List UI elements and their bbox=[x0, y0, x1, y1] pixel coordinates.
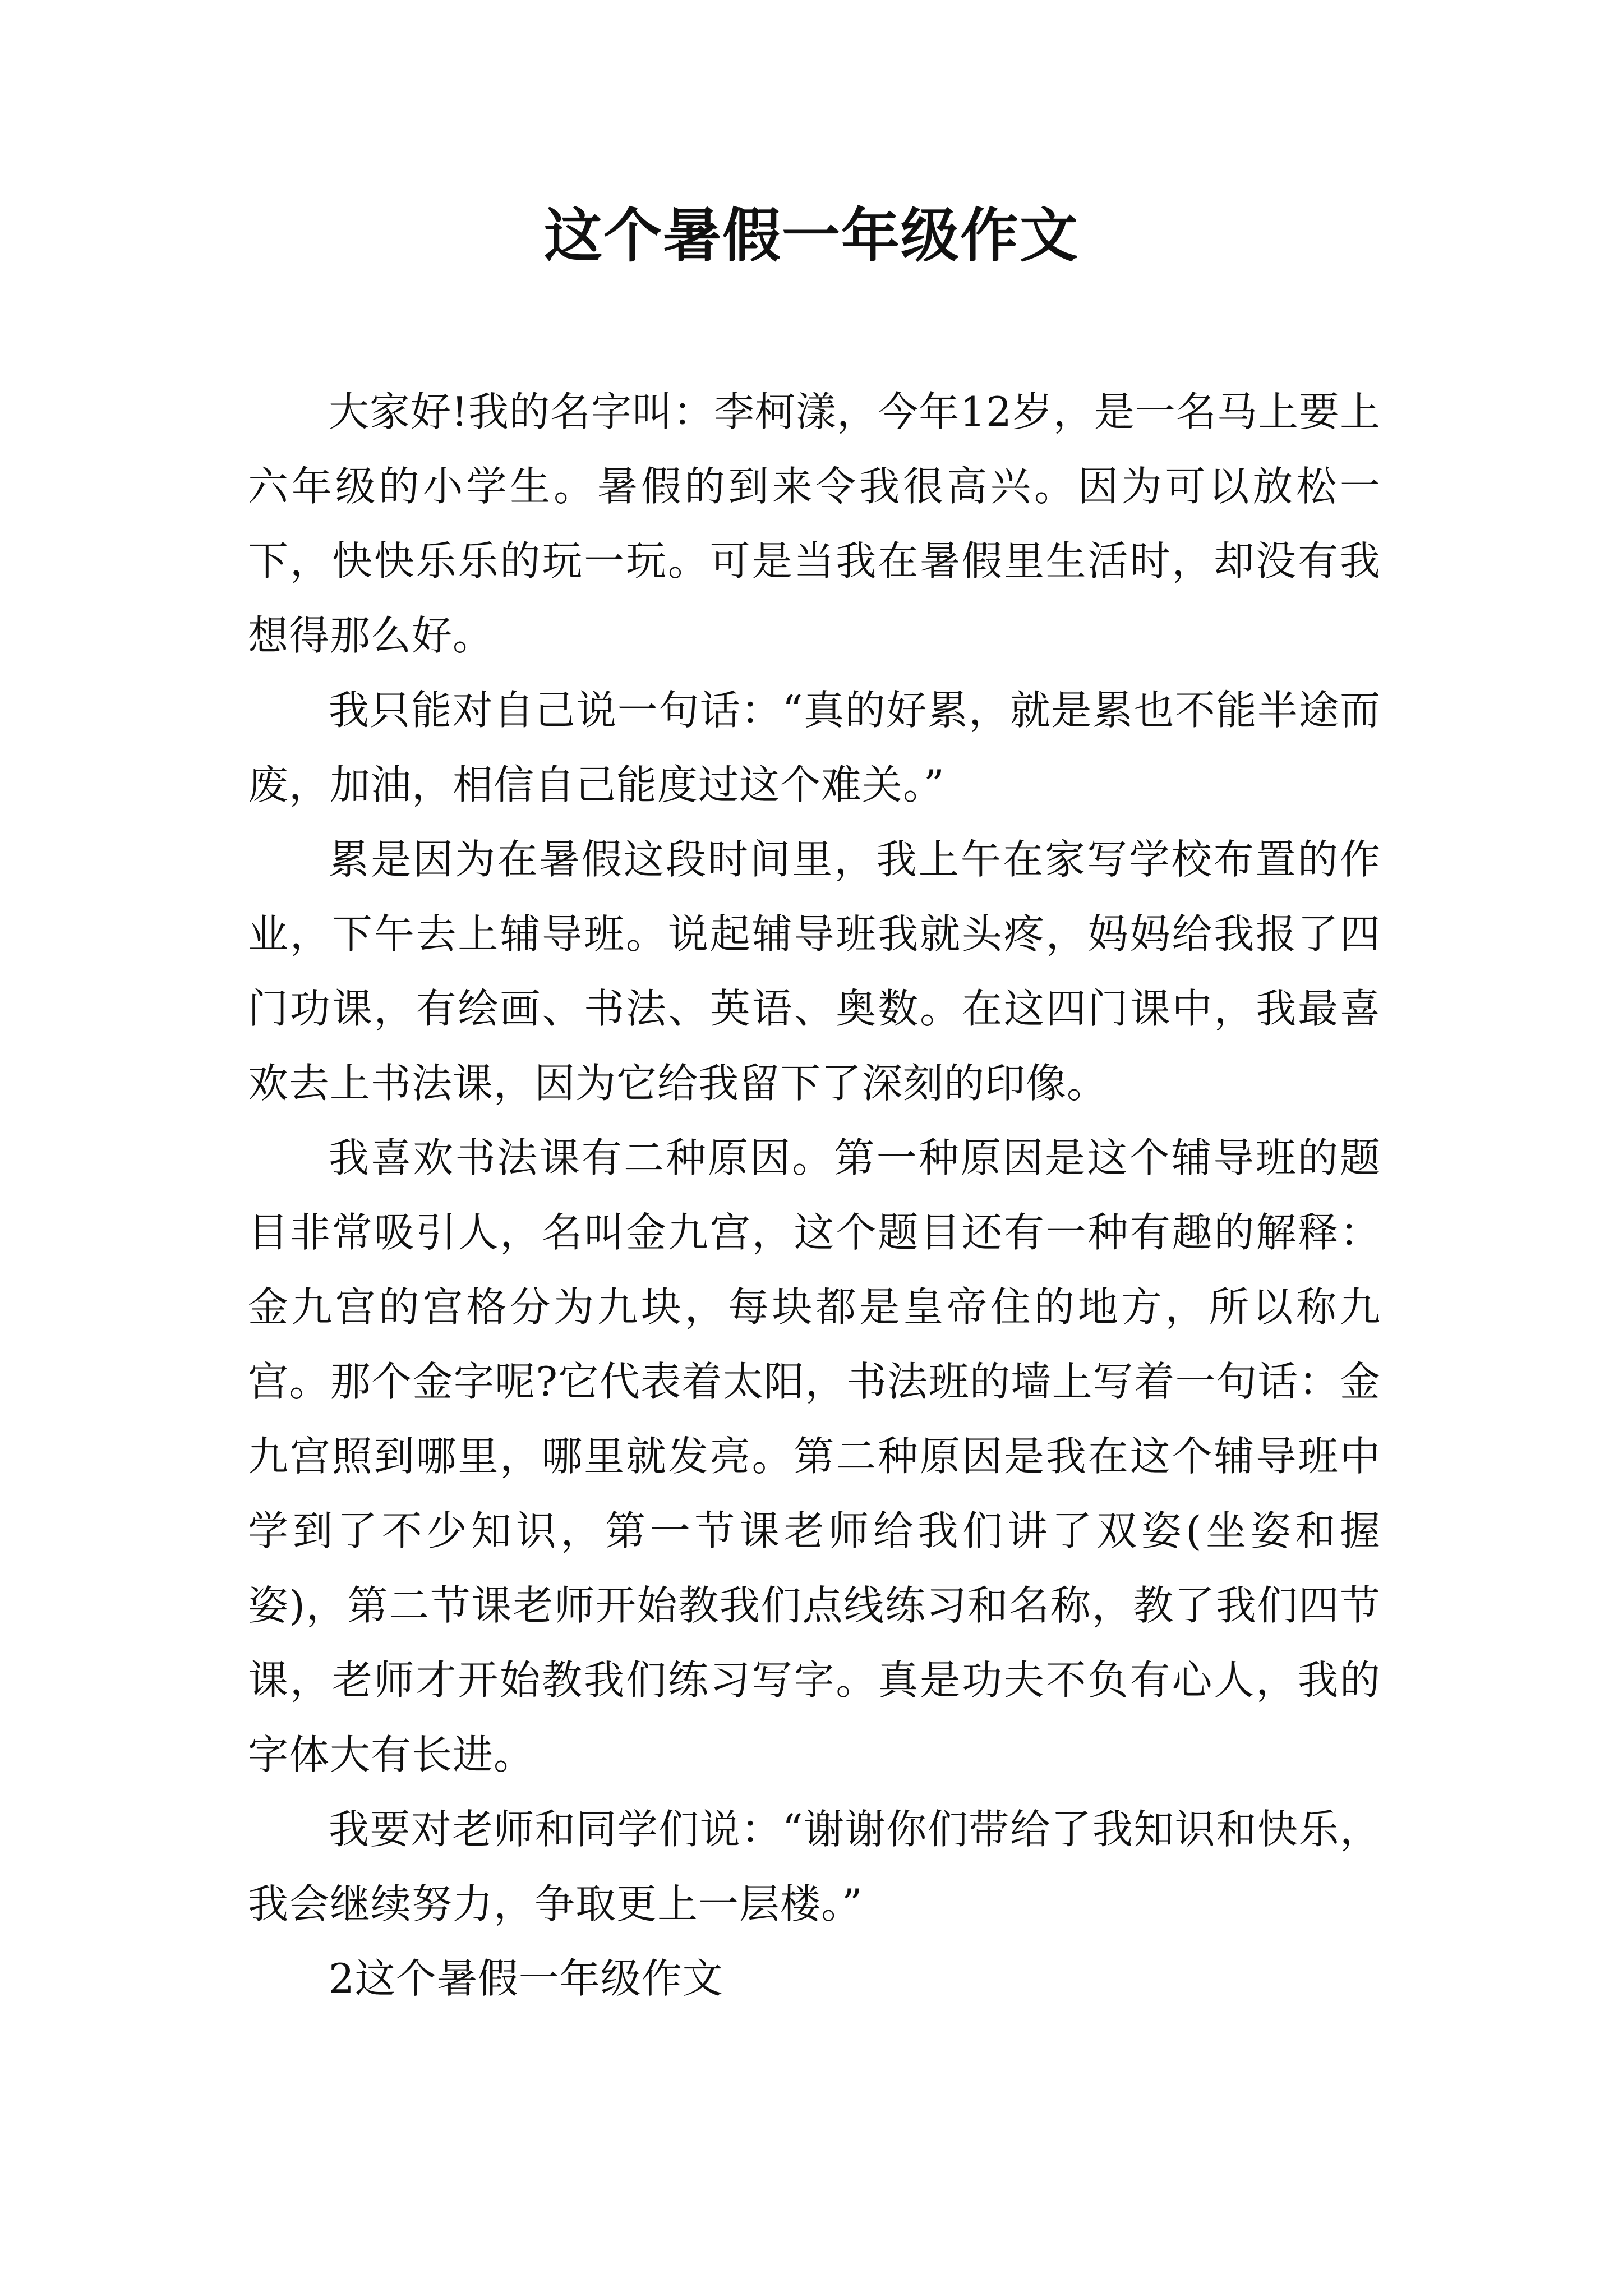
document-body bbox=[248, 375, 1381, 2016]
paragraph-2: 我只能对自己说一句话：“真的好累，就是累也不能半途而废，加油，相信自己能度过这个难关。” bbox=[248, 687, 1381, 808]
document-title: 这个暑假一年级作文 bbox=[543, 201, 1079, 270]
paragraph-6: 2这个暑假一年级作文 bbox=[329, 1955, 723, 2002]
paragraph-3: 累是因为在暑假这段时间里，我上午在家写学校布置的作业，下午去上辅导班。说起辅导班我就头疼，妈妈给我报了四门功课，有绘画、书法、英语、奥数。在这四门课中，我最喜欢去上书法课，因为它给我留下了深刻的印像。 bbox=[248, 836, 1381, 1107]
paragraph-4: 我喜欢书法课有二种原因。第一种原因是这个辅导班的题目非常吸引人，名叫金九宫，这个题目还有一种有趣的解释：金九宫的宫格分为九块，每块都是皇帝住的地方，所以称九宫。那个金字呢?它代表着太阳，书法班的墙上写着一句话：金九宫照到哪里，哪里就发亮。第二种原因是我在这个辅导班中学到了不少知识，第一节课老师给我们讲了双姿(坐姿和握姿)，第二节课老师开始教我们点线练习和名称，教了我们四节课，老师才开始教我们练习写字。真是功夫不负有心人，我的字体大有长进。 bbox=[248, 1134, 1381, 1778]
paragraph-5: 我要对老师和同学们说：“谢谢你们带给了我知识和快乐，我会继续努力，争取更上一层楼。” bbox=[248, 1806, 1381, 1927]
paragraph-1: 大家好!我的名字叫：李柯漾，今年12岁，是一名马上要上六年级的小学生。暑假的到来令我很高兴。因为可以放松一下，快快乐乐的玩一玩。可是当我在暑假里生活时，却没有我想得那么好。 bbox=[248, 388, 1381, 659]
